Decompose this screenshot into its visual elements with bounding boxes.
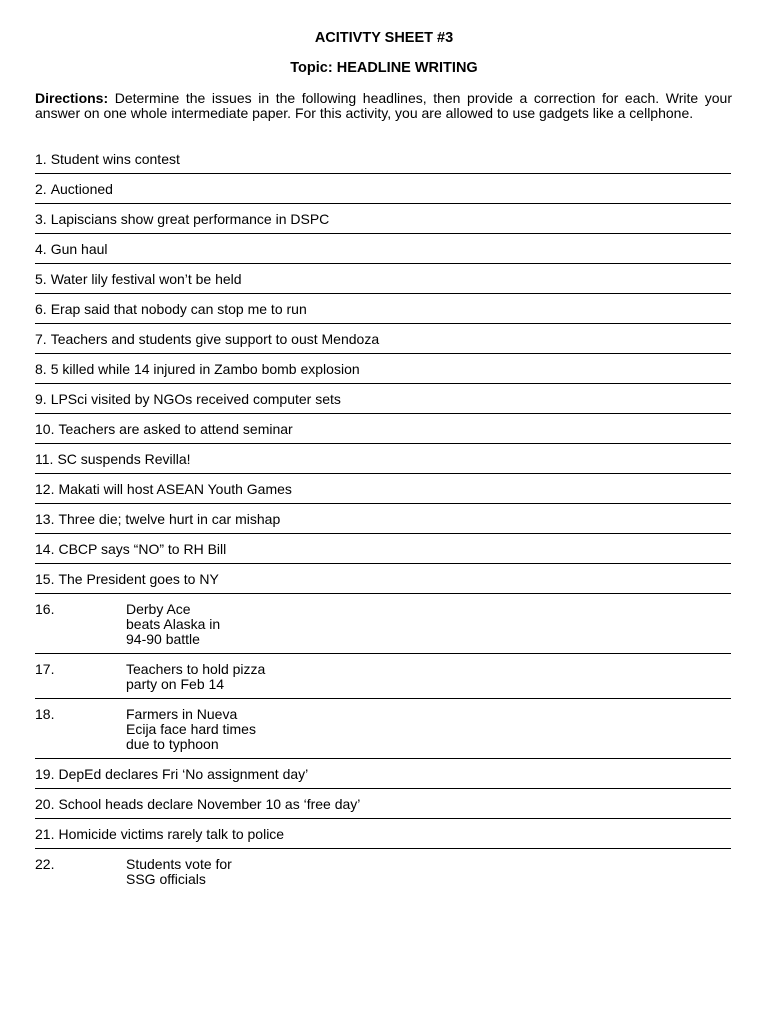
headline-item xyxy=(35,661,731,699)
headline-row xyxy=(35,211,731,227)
headline-number: 21. xyxy=(35,826,55,842)
headline-item xyxy=(35,706,731,759)
headline-row xyxy=(35,361,731,377)
headline-number: 7. xyxy=(35,331,47,347)
headline-number: 9. xyxy=(35,391,47,407)
headline-item xyxy=(35,541,731,564)
headline-item xyxy=(35,241,731,264)
headline-item xyxy=(35,451,731,474)
headline-row xyxy=(35,481,731,497)
headline-number: 1. xyxy=(35,151,47,167)
headline-text-line: 94-90 battle xyxy=(126,631,200,647)
answer-line xyxy=(35,788,731,789)
answer-line xyxy=(35,653,731,654)
headline-item xyxy=(35,391,731,414)
headline-text-line: Three die; twelve hurt in car mishap xyxy=(58,511,281,527)
headline-text-line: Farmers in Nueva xyxy=(126,706,238,722)
headline-number: 2. xyxy=(35,181,47,197)
headline-number: 13. xyxy=(35,511,55,527)
headline-row xyxy=(35,331,731,347)
headline-text-line: The President goes to NY xyxy=(58,571,219,587)
answer-line xyxy=(35,593,731,594)
headline-text xyxy=(58,422,292,437)
answer-line xyxy=(35,233,731,234)
headline-item xyxy=(35,766,731,789)
headline-text-line: Teachers to hold pizza xyxy=(126,661,266,677)
headline-item xyxy=(35,796,731,819)
answer-line xyxy=(35,323,731,324)
answer-line xyxy=(35,173,731,174)
answer-line xyxy=(35,698,731,699)
headline-text-line: Teachers and students give support to oust Mendoza xyxy=(50,331,380,347)
headline-item xyxy=(35,601,731,654)
headline-text xyxy=(126,857,232,887)
headline-number: 10. xyxy=(35,421,55,437)
headline-text xyxy=(126,662,265,692)
directions-label: Directions: xyxy=(35,90,109,106)
headline-text xyxy=(126,707,256,752)
headline-text xyxy=(58,542,226,557)
headline-number: 8. xyxy=(35,361,47,377)
answer-line xyxy=(35,413,731,414)
headline-text xyxy=(51,362,360,377)
headline-text-line: 5 killed while 14 injured in Zambo bomb explosion xyxy=(50,361,360,377)
headline-item xyxy=(35,211,731,234)
answer-line xyxy=(35,533,731,534)
sheet-topic: Topic: HEADLINE WRITING xyxy=(290,60,478,76)
directions-text: Determine the issues in the following headlines, then provide a correction for each. Write your answer on one whole intermediate paper. For this activity, you are allowed to use gadgets like a cellphone. xyxy=(35,90,732,121)
headline-text xyxy=(58,767,308,782)
headline-number: 3. xyxy=(35,211,47,227)
answer-line xyxy=(35,758,731,759)
headline-text xyxy=(51,242,108,257)
headline-text xyxy=(57,452,190,467)
headline-text-line: Ecija face hard times xyxy=(126,721,256,737)
headline-row xyxy=(35,301,731,317)
headline-number: 14. xyxy=(35,541,55,557)
headline-number: 11. xyxy=(35,451,54,467)
headline-text-line: Teachers are asked to attend seminar xyxy=(58,421,293,437)
sheet-title: ACITIVTY SHEET #3 xyxy=(314,30,454,46)
headline-text xyxy=(51,182,113,197)
headline-row xyxy=(35,511,731,527)
headline-item xyxy=(35,856,731,887)
answer-line xyxy=(35,203,731,204)
headline-item xyxy=(35,481,731,504)
headline-row xyxy=(35,571,731,587)
headline-row xyxy=(35,766,731,782)
headline-number: 22. xyxy=(35,856,55,872)
headline-text xyxy=(51,302,307,317)
answer-line xyxy=(35,818,731,819)
headline-number: 16. xyxy=(35,601,55,617)
headline-text-line: Makati will host ASEAN Youth Games xyxy=(58,481,292,497)
directions-paragraph xyxy=(35,91,732,121)
headline-text xyxy=(51,272,242,287)
headline-text-line: DepEd declares Fri ‘No assignment day’ xyxy=(58,766,309,782)
answer-line xyxy=(35,503,731,504)
answer-line xyxy=(35,383,731,384)
headline-number: 6. xyxy=(35,301,47,317)
headline-text-line: CBCP says “NO” to RH Bill xyxy=(58,541,227,557)
headline-row xyxy=(35,706,731,752)
headline-number: 15. xyxy=(35,571,55,587)
answer-line xyxy=(35,563,731,564)
headline-list xyxy=(35,151,731,887)
answer-line xyxy=(35,263,731,264)
headline-row xyxy=(35,181,731,197)
headline-text-line: beats Alaska in xyxy=(126,616,221,632)
headline-text-line: due to typhoon xyxy=(126,736,219,752)
headline-text-line: Students vote for xyxy=(126,856,232,872)
headline-text-line: Auctioned xyxy=(50,181,113,197)
headline-row xyxy=(35,541,731,557)
headline-row xyxy=(35,856,731,887)
headline-text xyxy=(58,797,360,812)
headline-row xyxy=(35,796,731,812)
headline-item xyxy=(35,571,731,594)
headline-number: 4. xyxy=(35,241,47,257)
headline-item xyxy=(35,826,731,849)
headline-text xyxy=(58,827,284,842)
headline-row xyxy=(35,271,731,287)
answer-line xyxy=(35,293,731,294)
headline-text-line: party on Feb 14 xyxy=(126,676,225,692)
answer-line xyxy=(35,353,731,354)
headline-text-line: Student wins contest xyxy=(50,151,180,167)
headline-row xyxy=(35,601,731,647)
headline-row xyxy=(35,421,731,437)
headline-text xyxy=(58,572,218,587)
headline-text-line: Water lily festival won’t be held xyxy=(50,271,242,287)
headline-row xyxy=(35,151,731,167)
headline-number: 12. xyxy=(35,481,55,497)
headline-text-line: LPSci visited by NGOs received computer sets xyxy=(50,391,341,407)
headline-number: 20. xyxy=(35,796,55,812)
headline-text xyxy=(51,212,330,227)
answer-line xyxy=(35,473,731,474)
answer-line xyxy=(35,443,731,444)
headline-text-line: SSG officials xyxy=(126,871,206,887)
headline-number: 17. xyxy=(35,661,55,677)
headline-text xyxy=(58,482,291,497)
headline-item xyxy=(35,271,731,294)
headline-item xyxy=(35,511,731,534)
headline-row xyxy=(35,451,731,467)
headline-number: 19. xyxy=(35,766,55,782)
headline-text-line: SC suspends Revilla! xyxy=(57,451,191,467)
headline-text xyxy=(51,152,180,167)
headline-number: 18. xyxy=(35,706,55,722)
headline-item xyxy=(35,151,731,174)
headline-row xyxy=(35,241,731,257)
answer-line xyxy=(35,848,731,849)
headline-item xyxy=(35,361,731,384)
headline-item xyxy=(35,181,731,204)
headline-row xyxy=(35,826,731,842)
headline-text-line: Gun haul xyxy=(50,241,108,257)
headline-item xyxy=(35,331,731,354)
headline-text-line: Derby Ace xyxy=(126,601,191,617)
headline-text xyxy=(126,602,220,647)
headline-text-line: Homicide victims rarely talk to police xyxy=(58,826,285,842)
headline-row xyxy=(35,661,731,692)
headline-text-line: Lapiscians show great performance in DSPC xyxy=(50,211,330,227)
headline-text-line: Erap said that nobody can stop me to run xyxy=(50,301,307,317)
headline-item xyxy=(35,301,731,324)
headline-text-line: School heads declare November 10 as ‘free day’ xyxy=(58,796,361,812)
headline-number: 5. xyxy=(35,271,47,287)
headline-text xyxy=(58,512,280,527)
headline-row xyxy=(35,391,731,407)
headline-text xyxy=(51,332,379,347)
headline-text xyxy=(51,392,341,407)
headline-item xyxy=(35,421,731,444)
